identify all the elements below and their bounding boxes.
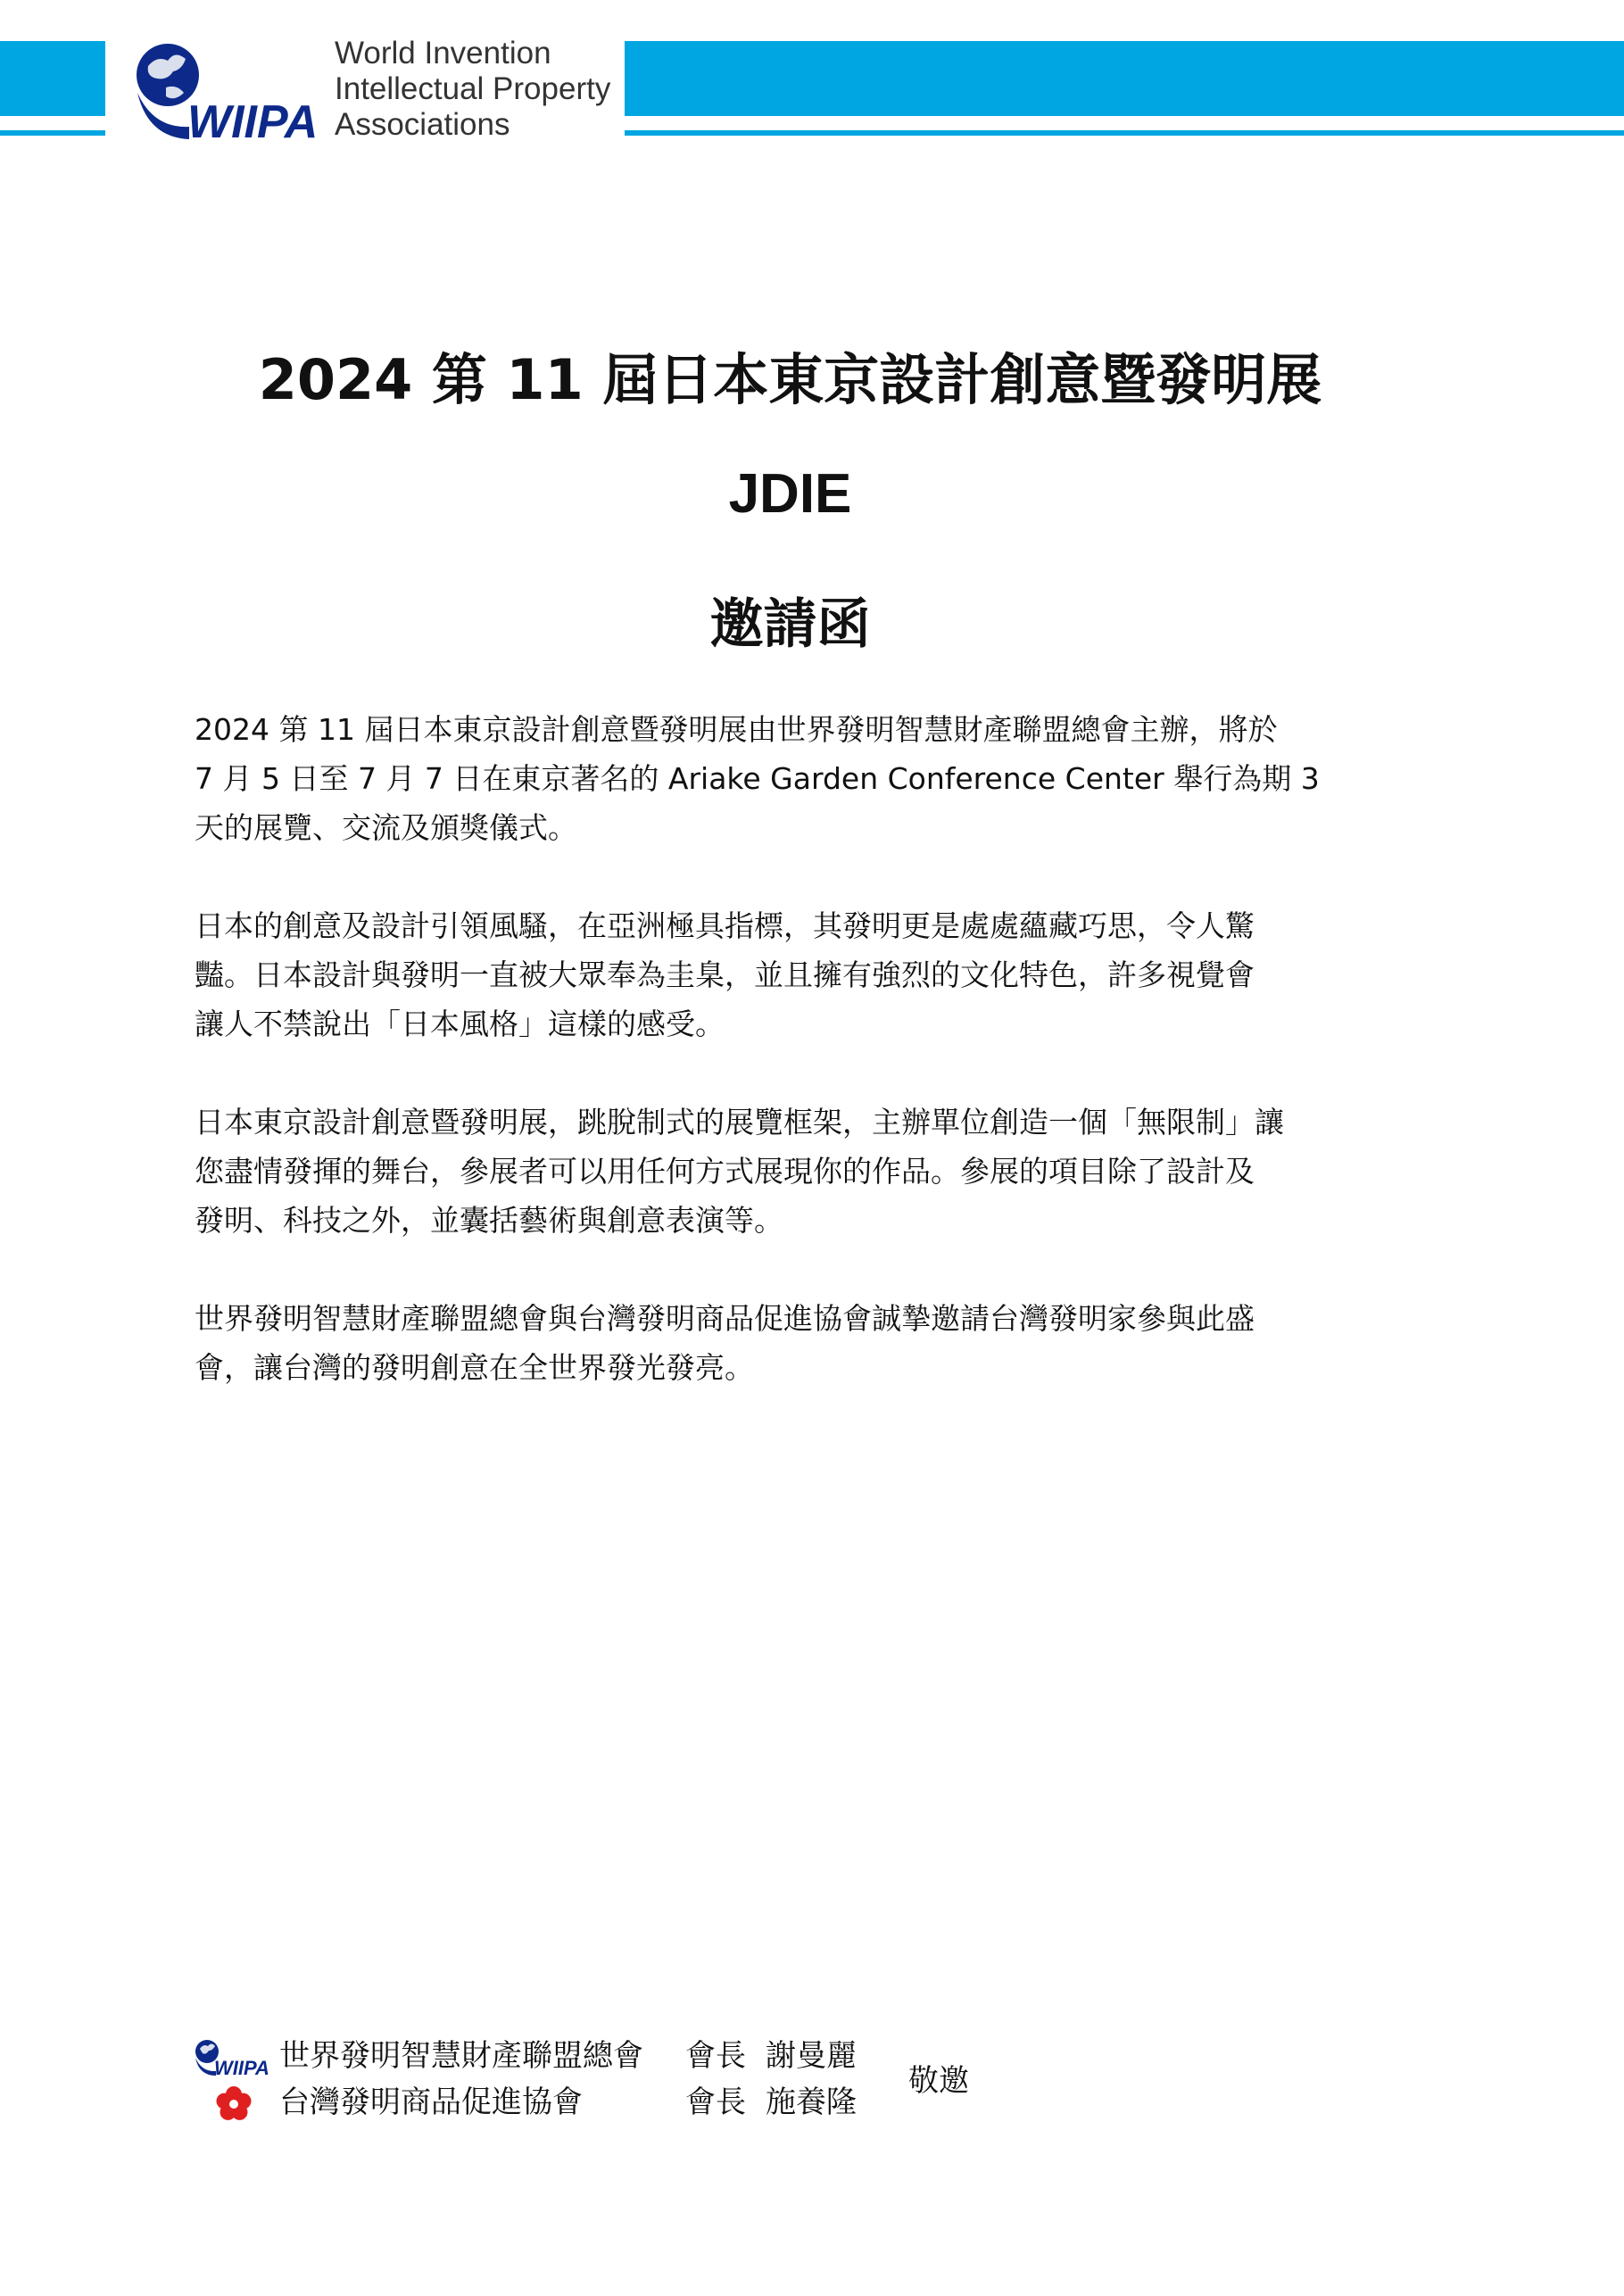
wiipa-logo-icon (195, 2038, 275, 2077)
org-name-line-1: World Invention (335, 36, 551, 70)
event-title: 2024 第 11 屆日本東京設計創意暨發明展 (258, 347, 1322, 412)
org-name-line-3: Associations (335, 107, 510, 142)
header-bar-right (625, 41, 1624, 116)
svg-text:WIIPA: WIIPA (214, 2057, 269, 2077)
paragraph-line: 讓人不禁說出「日本風格」這樣的感受。 (195, 1007, 725, 1041)
signature-row (195, 2081, 891, 2126)
signature-block (195, 2035, 998, 2151)
paragraph-line: 日本的創意及設計引領風騷，在亞洲極具指標，其發明更是處處蘊藏巧思，令人驚 (195, 908, 1255, 943)
org-name-line-2: Intellectual Property (335, 71, 611, 106)
paragraph-line: 日本東京設計創意暨發明展，跳脫制式的展覽框架，主辦單位創造一個「無限制」讓 (195, 1105, 1284, 1140)
signature-row (195, 2035, 891, 2079)
signatory-title: 會長 (685, 2038, 746, 2074)
event-acronym: JDIE (728, 463, 852, 525)
document-type-title: 邀請函 (709, 593, 871, 656)
paragraph-line: 發明、科技之外，並囊括藝術與創意表演等。 (195, 1203, 783, 1238)
paragraph-line: 豔。日本設計與發明一直被大眾奉為圭臬，並且擁有強烈的文化特色，許多視覺會 (195, 957, 1255, 992)
org-name (335, 36, 610, 143)
paragraph-line: 天的展覽、交流及頒獎儀式。 (195, 810, 577, 845)
header-line-right (625, 130, 1624, 136)
paragraph-line: 世界發明智慧財產聯盟總會與台灣發明商品促進協會誠摯邀請台灣發明家參與此盛 (195, 1301, 1255, 1336)
closing-text: 敬邀 (908, 2063, 969, 2099)
paragraph-line: 7 月 5 日至 7 月 7 日在東京著名的 Ariake Garden Conference Center 舉行為期 3 (195, 761, 1320, 796)
flower-logo-icon (195, 2085, 275, 2124)
wiipa-logo (136, 39, 323, 145)
paragraph-3 (195, 1098, 1390, 1245)
paragraph-1 (195, 705, 1390, 852)
paragraph-line: 2024 第 11 屆日本東京設計創意暨發明展由世界發明智慧財產聯盟總會主辦，將於 (195, 712, 1278, 747)
letter-body (195, 705, 1390, 1441)
logo-text: WIIPA (187, 96, 319, 145)
paragraph-line: 會，讓台灣的發明創意在全世界發光發亮。 (195, 1350, 754, 1385)
paragraph-4 (195, 1294, 1390, 1392)
paragraph-2 (195, 901, 1390, 1049)
header-bar-left (0, 41, 105, 116)
signatory-name: 施養隆 (766, 2085, 857, 2120)
signatory-org: 世界發明智慧財產聯盟總會 (279, 2038, 643, 2074)
header-line-left (0, 130, 105, 136)
paragraph-line: 您盡情發揮的舞台，參展者可以用任何方式展現你的作品。參展的項目除了設計及 (195, 1154, 1255, 1189)
signatory-org: 台灣發明商品促進協會 (279, 2085, 583, 2120)
signatory-title: 會長 (685, 2085, 746, 2120)
signatory-name: 謝曼麗 (766, 2038, 857, 2074)
